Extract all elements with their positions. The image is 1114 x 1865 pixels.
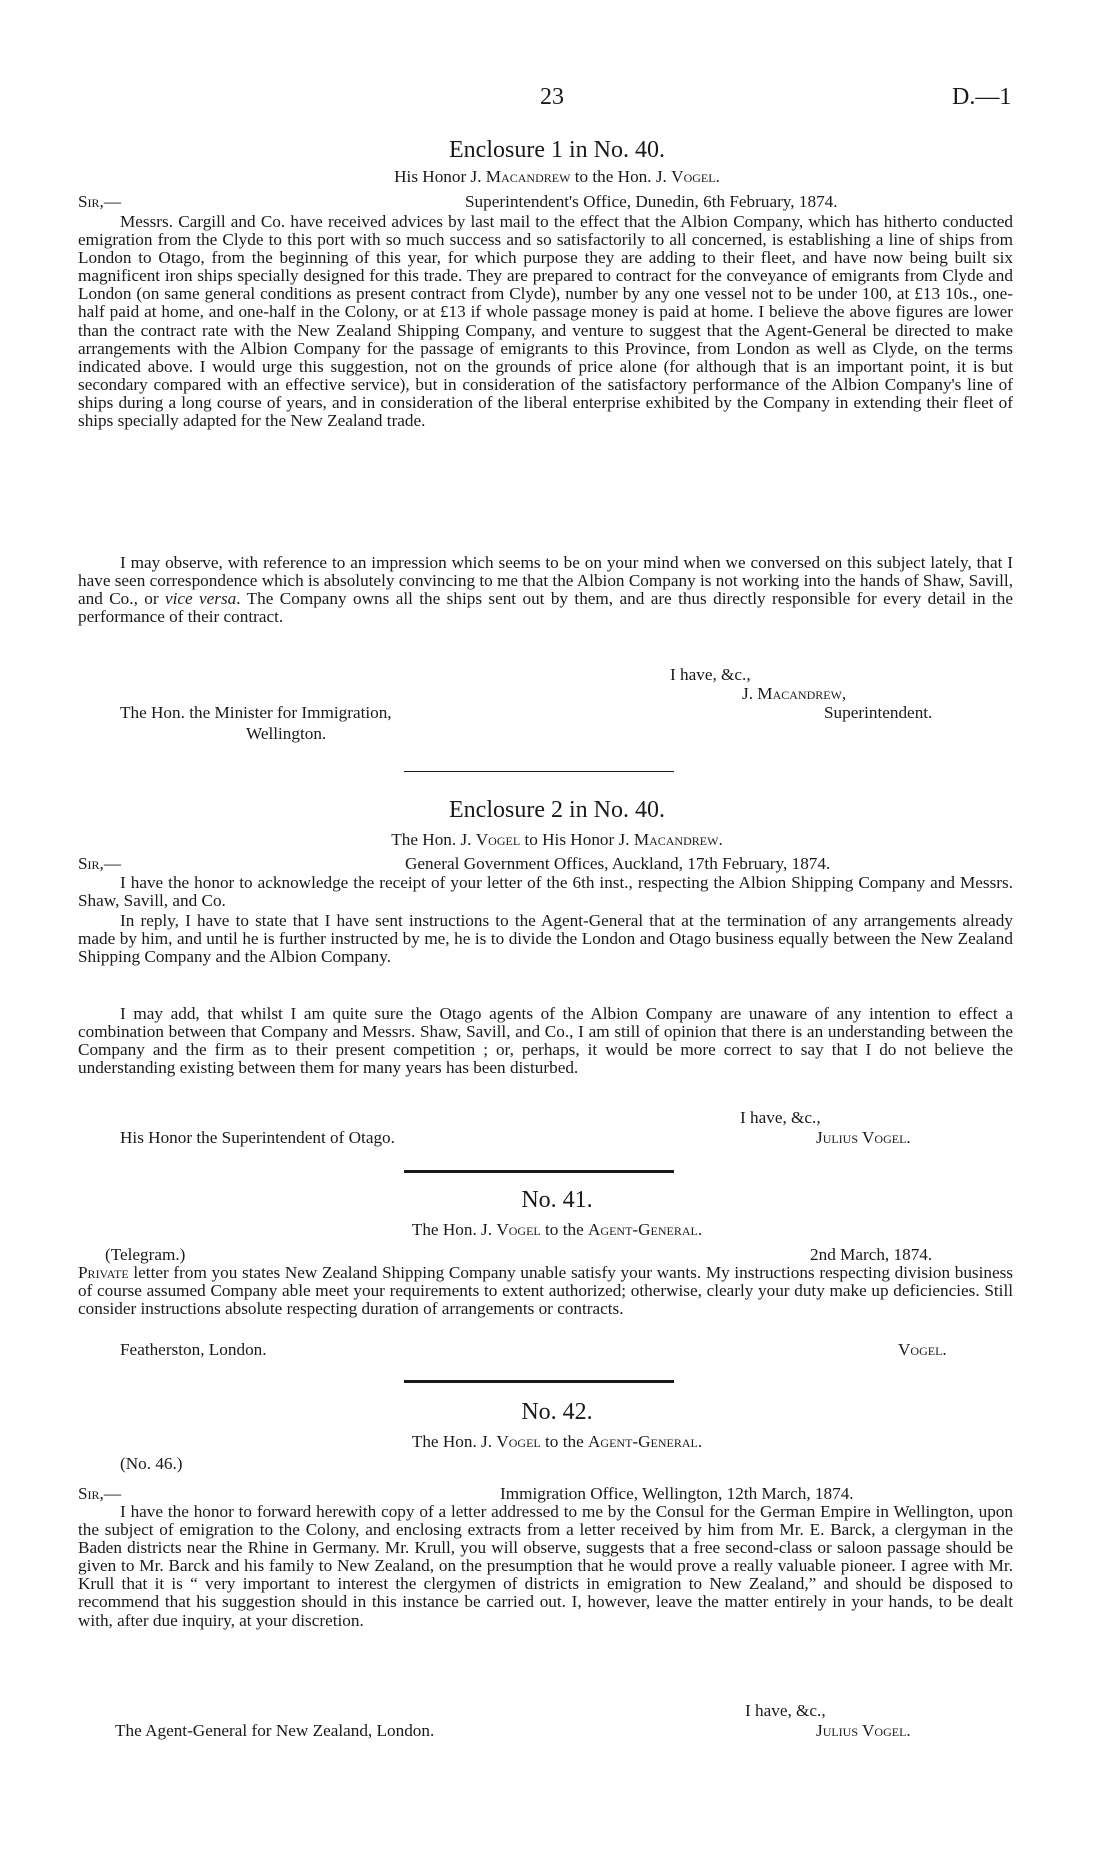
enclosure-1-place-date: Superintendent's Office, Dunedin, 6th February, 1874. (465, 192, 838, 211)
enclosure-2-paragraph-3: I may add, that whilst I am quite sure the Otago agents of the Albion Company are unaware of any intention to effect a combination between that Company and Messrs. Shaw, Savill, and Co., I am still of opinion that there is an understanding between the Company and the firm as to their present competition ; or, perhaps, it would be more correct to say that I do not believe the understanding existing between them for many years has been disturbed. (78, 1004, 1013, 1078)
section-divider-heavy (404, 1380, 674, 1383)
no-41-date: 2nd March, 1874. (810, 1245, 933, 1264)
no-42-title: No. 42. (521, 1399, 593, 1425)
enclosure-2-title: Enclosure 2 in No. 40. (449, 797, 665, 823)
enclosure-2-signature: Julius Vogel. (816, 1128, 911, 1147)
no-41-addressee: Featherston, London. (120, 1340, 267, 1359)
no-41-signature: Vogel. (898, 1340, 947, 1359)
enclosure-2-place-date: General Government Offices, Auckland, 17th February, 1874. (405, 854, 831, 873)
enclosure-1-salutation: Sir,— (78, 192, 122, 211)
no-42-paragraph-1: I have the honor to forward herewith copy of a letter addressed to me by the Consul for the German Empire in Wellington, upon the subject of emigration to the Colony, and enclosing extracts from a letter received by him from Mr. E. Barck, a clergyman in the Baden districts near the Rhine in Germany. Mr. Krull, you will observe, suggests that a free second-class or saloon passage should be given to Mr. Barck and his family to New Zealand, on the presumption that he would prove a really valuable pioneer. I agree with Mr. Krull that it is “ very important to interest the clergymen of districts in emigration to New Zealand,” and should be disposed to recommend that his suggestion should in this instance be carried out. I, however, leave the matter entirely in your hands, to be dealt with, after due inquiry, at your discretion. (78, 1502, 1013, 1630)
enclosure-1-title: Enclosure 1 in No. 40. (449, 137, 665, 163)
enclosure-1-closing: I have, &c., (670, 665, 751, 684)
no-42-letter-number: (No. 46.) (120, 1454, 183, 1473)
enclosure-1-paragraph-1: Messrs. Cargill and Co. have received advices by last mail to the effect that the Albion Company, which has hitherto conducted emigration from the Clyde to this port with so much success and so satisfactorily to all concerned, is establishing a line of ships from London to Otago, from the beginning of this year, for which purpose they are adding to their fleet, and have now being built six magnificent iron ships specially designed for this trade. They are prepared to contract for the conveyance of emigrants from Clyde and London (on same general conditions as present contract from Clyde), number by any one vessel not to be under 100, at £13 10s., one-half paid at home, and one-half in the Colony, or at £13 if whole passage money is paid at home. I believe the above figures are lower than the contract rate with the New Zealand Shipping Company, and venture to suggest that the Agent-General be directed to make arrangements with the Albion Company for the passage of emigrants to this Province, from London as well as Clyde, on the terms indicated above. I would urge this suggestion, not on the grounds of price alone (for although that is an important point, it is but secondary compared with an effective service), but in consideration of the satisfactory performance of the Albion Company's line of ships during a long course of years, and in consideration of the liberal enterprise exhibited by the Company in extending their fleet of ships specially adapted for the New Zealand trade. (78, 212, 1013, 431)
no-41-title: No. 41. (521, 1187, 593, 1213)
page-number: 23 (540, 84, 564, 110)
enclosure-1-signatory-title: Superintendent. (824, 703, 933, 722)
enclosure-1-subtitle: His Honor J. Macandrew to the Hon. J. Vogel. (394, 167, 720, 186)
enclosure-1-addressee-line-1: The Hon. the Minister for Immigration, (120, 703, 392, 722)
enclosure-2-subtitle: The Hon. J. Vogel to His Honor J. Macandrew. (391, 830, 723, 849)
enclosure-1-addressee-line-2: Wellington. (246, 724, 327, 743)
enclosure-2-closing: I have, &c., (740, 1108, 821, 1127)
enclosure-2-paragraph-2: In reply, I have to state that I have sent instructions to the Agent-General that at the termination of any arrangements already made by him, and until he is further instructed by me, he is to divide the London and Otago business equally between the New Zealand Shipping Company and the Albion Company. (78, 911, 1013, 967)
no-42-addressee: The Agent-General for New Zealand, London. (115, 1721, 435, 1740)
enclosure-1-signature: J. Macandrew, (742, 684, 847, 703)
enclosure-2-paragraph-1: I have the honor to acknowledge the receipt of your letter of the 6th inst., respecting the Albion Shipping Company and Messrs. Shaw, Savill, and Co. (78, 873, 1013, 911)
no-42-closing: I have, &c., (745, 1701, 826, 1720)
no-42-salutation: Sir,— (78, 1484, 122, 1503)
no-42-place-date: Immigration Office, Wellington, 12th March, 1874. (500, 1484, 854, 1503)
document-reference: D.—1 (952, 84, 1012, 110)
enclosure-1-paragraph-2: I may observe, with reference to an impression which seems to be on your mind when we conversed on this subject lately, that I have seen correspondence which is absolutely convincing to me that the Albion Company is not working into the hands of Shaw, Savill, and Co., or vice versa. The Company owns all the ships sent out by them, and are thus directly responsible for every detail in the performance of their contract. (78, 553, 1014, 627)
section-divider (404, 771, 674, 772)
enclosure-2-addressee: His Honor the Superintendent of Otago. (120, 1128, 395, 1147)
no-41-telegram-label: (Telegram.) (105, 1245, 186, 1264)
enclosure-2-salutation: Sir,— (78, 854, 122, 873)
no-42-signature: Julius Vogel. (816, 1721, 911, 1740)
no-41-subtitle: The Hon. J. Vogel to the Agent-General. (411, 1220, 703, 1239)
no-42-subtitle: The Hon. J. Vogel to the Agent-General. (411, 1432, 703, 1451)
section-divider-heavy (404, 1170, 674, 1173)
no-41-telegram-text: Private letter from you states New Zealand Shipping Company unable satisfy your wants. My instructions respecting division business of course assumed Company able meet your requirements to extent authorized; otherwise, clearly your duty make up deficiencies. Still consider instructions absolute respecting duration of arrangements or contracts. (78, 1263, 1013, 1319)
